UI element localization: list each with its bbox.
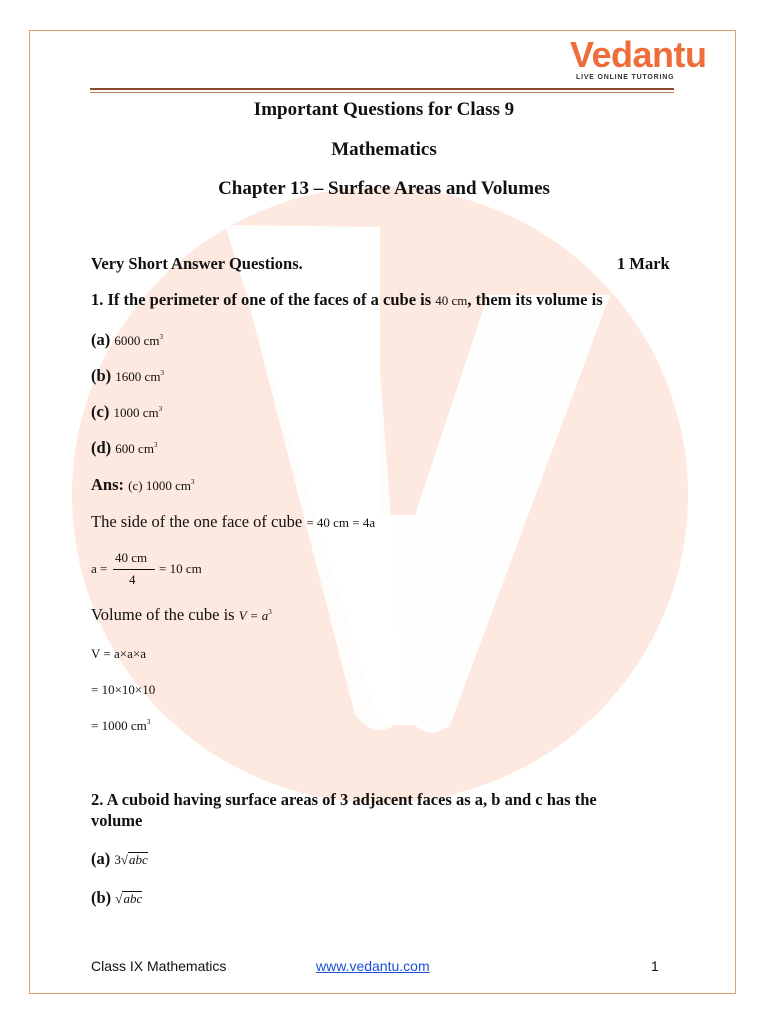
solution-step-1 [91,512,375,532]
step-value: = 1000 cm [91,718,147,733]
question-1 [91,290,603,310]
solution-step-3 [91,605,272,625]
option-coefficient: 3 [114,852,121,867]
option-radicand: abc [123,891,143,906]
q2-option-a [91,849,148,869]
option-label: (c) [91,402,110,421]
question-2-line-1: 2. A cuboid having surface areas of 3 adjacent faces as a, b and c has the [91,790,597,809]
option-exponent: 3 [160,369,164,377]
option-exponent: 3 [159,333,164,341]
answer-value: (c) 1000 cm [128,478,191,493]
radical-sign: √ [120,852,129,867]
answer-label: Ans: [91,475,125,494]
logo-text: Vedantu [570,34,707,75]
option-radicand: abc [129,852,148,867]
option-value: 1000 cm [113,405,159,420]
q2-option-b [91,888,142,908]
option-label: (b) [91,366,112,385]
option-value: 6000 cm [114,333,160,348]
solution-step-2 [91,550,221,590]
question-1-value: 40 cm [435,293,468,308]
step-exponent: 3 [146,718,151,726]
question-2-line-2: volume [91,811,143,830]
vedantu-logo[interactable] [564,33,707,83]
document-title: Important Questions for Class 9 [253,99,515,120]
chapter-title: Chapter 13 – Surface Areas and Volumes [218,178,550,199]
option-label: (d) [91,438,112,457]
solution-step-4: V = a×a×a [91,646,146,661]
fraction-bar [113,569,155,570]
step-math: V = a [238,608,269,623]
question-1-suffix: , them its volume is [467,290,603,309]
header-rule-thin [90,92,674,93]
option-exponent: 3 [158,405,163,413]
option-value: 1600 cm [115,369,161,384]
option-c [91,402,162,422]
option-label: (b) [91,888,112,907]
section-marks: 1 Mark [617,254,670,273]
footer-link[interactable]: www.vedantu.com [316,958,430,974]
page-number: 1 [651,958,659,974]
section-label: Very Short Answer Questions. [91,254,303,273]
option-value: 600 cm [115,441,154,456]
watermark-logo [70,185,690,805]
solution-step-6 [91,718,150,734]
answer-1 [91,475,194,495]
fraction-numerator: 40 cm [115,550,148,565]
header-rule [90,88,674,90]
answer-exponent: 3 [190,478,195,486]
option-exponent: 3 [153,441,158,449]
option-label: (a) [91,330,111,349]
option-b [91,366,164,386]
solution-step-5: = 10×10×10 [91,682,156,697]
option-d [91,438,157,458]
footer-left: Class IX Mathematics [91,958,227,974]
subject-title: Mathematics [331,139,437,160]
fraction-denominator: 4 [129,572,136,587]
option-a [91,330,163,350]
step-text: The side of the one face of cube [91,512,303,531]
radical-sign: √ [115,891,123,906]
fraction-rhs: = 10 cm [159,561,202,576]
step-math: = 40 cm = 4a [306,515,376,530]
step-text: Volume of the cube is [91,605,235,624]
step-exponent: 3 [268,608,272,616]
option-label: (a) [91,849,111,868]
logo-tagline: LIVE ONLINE TUTORING [576,74,675,81]
fraction-lhs: a = [91,561,108,576]
question-1-prefix: 1. If the perimeter of one of the faces of a cube is [91,290,432,309]
